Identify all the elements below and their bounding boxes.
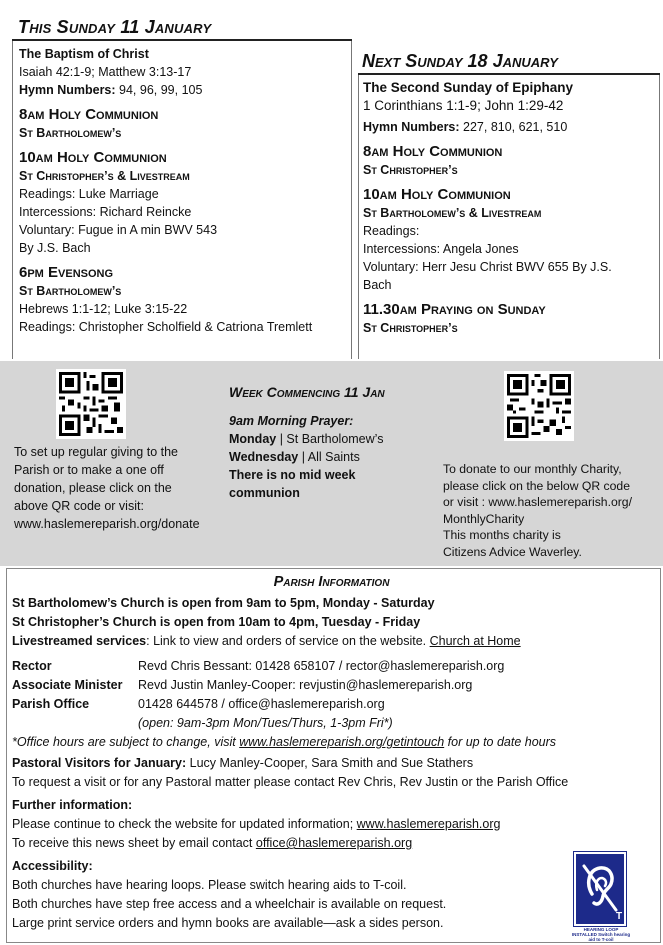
next-sunday-panel [358, 75, 660, 359]
further-info-label: Further information [12, 798, 128, 812]
charity-link-cont[interactable]: MonthlyCharity [443, 511, 525, 526]
office-email-link[interactable]: office@haslemereparish.org [255, 836, 413, 850]
church-at-home-link[interactable]: Church at Home [429, 634, 521, 648]
charity-line: To donate to our monthly Charity, [443, 462, 622, 476]
morning-prayer-label: 9am Morning Prayer: [229, 414, 354, 428]
further-info-text [12, 815, 652, 834]
associate-minister-label: Associate Minister [12, 678, 123, 692]
further-info-heading: Further information: [12, 798, 133, 812]
giving-line: To set up regular giving to the [14, 445, 178, 459]
rector-row [12, 657, 652, 676]
monday-place: | St Bartholomew’s [276, 432, 384, 446]
newsletter-prefix: To receive this news sheet by email contact [12, 836, 256, 850]
qr-code-icon [507, 374, 571, 438]
this-occasion: The Baptism of Christ [19, 47, 149, 61]
service-place: St Bartholomew’s & Livestream [363, 206, 542, 220]
charity-line: please click on the below QR code [443, 478, 630, 493]
office-note-text: *Office hours are subject to change, visit [12, 735, 240, 749]
pastoral-visitors [12, 754, 652, 773]
service-title: 6pm Evensong [19, 264, 114, 281]
giving-line: Parish or to make a one off [14, 463, 164, 477]
this-readings: Isaiah 42:1-9; Matthew 3:13-17 [19, 65, 192, 79]
parish-office-row [12, 695, 652, 714]
accessibility-heading: Accessibility: [12, 859, 93, 873]
accessibility-label: Accessibility [12, 859, 89, 873]
wednesday-day: Wednesday [229, 450, 299, 464]
rector-label: Rector [12, 659, 52, 673]
this-service-2 [19, 148, 345, 257]
open-christophers: St Christopher’s Church is open from 10am to 4pm, Tuesday - Friday [12, 615, 421, 629]
service-place: St Christopher’s [363, 163, 458, 177]
service-line: Voluntary: Herr Jesu Christ BWV 655 By J.S. [363, 260, 612, 274]
hearing-loop-icon [576, 854, 624, 924]
service-line: Bach [363, 278, 392, 292]
service-title: 8am Holy Communion [19, 106, 159, 123]
service-title: 10am Holy Communion [363, 186, 511, 203]
this-sunday-heading: This Sunday 11 January [18, 17, 212, 37]
charity-line: This months charity is [443, 528, 561, 542]
donate-qr-code[interactable] [56, 369, 126, 439]
giving-line: donation, please click on the [14, 481, 172, 495]
office-hours-row [12, 714, 652, 733]
office-note [12, 733, 652, 752]
parish-office-label: Parish Office [12, 697, 90, 711]
service-line: Readings: Luke Marriage [19, 187, 159, 201]
t-coil-symbol: T [616, 911, 623, 922]
getintouch-link[interactable]: www.haslemereparish.org/getintouch [239, 735, 445, 749]
open-bartholomews: St Bartholomew’s Church is open from 9am to 5pm, Monday - Saturday [12, 596, 435, 610]
week-commencing-panel [229, 384, 439, 502]
charity-qr-code[interactable] [504, 371, 574, 441]
wednesday-prayer [229, 448, 439, 466]
service-line: Readings: Christopher Scholfield & Catriona Tremlett [19, 320, 313, 334]
service-line: Readings: [363, 224, 420, 238]
giving-line: above QR code or visit: [14, 499, 144, 513]
service-line: Voluntary: Fugue in A min BWV 543 [19, 223, 218, 237]
pastoral-request: To request a visit or for any Pastoral matter please contact Rev Chris, Rev Justin or the Parish Office [12, 775, 569, 789]
parish-info-body [12, 594, 652, 933]
service-line: Hebrews 1:1-12; Luke 3:15-22 [19, 302, 188, 316]
livestream-info [12, 632, 652, 651]
next-service-1 [363, 142, 655, 179]
this-sunday-panel [12, 41, 352, 359]
service-title: 8am Holy Communion [363, 143, 503, 160]
office-hours: (open: 9am-3pm Mon/Tues/Thurs, 1-3pm Fri*) [138, 716, 393, 730]
week-title: Week Commencing 11 Jan [229, 384, 385, 400]
donate-link[interactable]: www.haslemereparish.org/donate [14, 517, 200, 531]
next-occasion: The Second Sunday of Epiphany [363, 80, 574, 95]
next-service-3 [363, 300, 655, 337]
next-readings: 1 Corinthians 1:1-9; John 1:29-42 [363, 98, 564, 113]
parish-info-title: Parish Information [273, 574, 390, 590]
accessibility-line: Both churches have step free access and a wheelchair is available on request. [12, 897, 447, 911]
website-link[interactable]: www.haslemereparish.org [356, 817, 501, 831]
service-line: Intercessions: Richard Reincke [19, 205, 192, 219]
this-hymns-value: 94, 96, 99, 105 [115, 83, 203, 97]
this-hymns-label: Hymn Numbers: [19, 83, 116, 97]
qr-code-icon [59, 372, 123, 436]
next-sunday-heading: Next Sunday 18 January [362, 51, 558, 71]
office-note-end: for up to date hours [444, 735, 557, 749]
associate-minister-contact: Revd Justin Manley-Cooper: revjustin@haslemereparish.org [138, 678, 473, 692]
service-title: 10am Holy Communion [19, 149, 167, 166]
charity-line: Citizens Advice Waverley. [443, 544, 582, 559]
associate-minister-row [12, 676, 652, 695]
midweek-note: There is no mid week [229, 468, 356, 482]
this-service-1 [19, 105, 345, 142]
service-place: St Bartholomew’s [19, 284, 122, 298]
monday-prayer [229, 430, 439, 448]
wednesday-place: | All Saints [298, 450, 360, 464]
midweek-note-2: communion [229, 486, 300, 500]
charity-link[interactable]: or visit : www.haslemereparish.org/ [443, 495, 632, 509]
charity-instructions [443, 461, 663, 560]
this-hymns [19, 81, 345, 99]
accessibility-line: Large print service orders and hymn books are available—ask a sides person. [12, 916, 444, 930]
accessibility-line: Both churches have hearing loops. Please switch hearing aids to T-coil. [12, 878, 407, 892]
hearing-loop-caption: HEARING LOOP INSTALLED Switch hearing aid to T-coil [571, 927, 631, 942]
service-line: Intercessions: Angela Jones [363, 242, 519, 256]
service-title: 11.30am Praying on Sunday [363, 301, 546, 318]
service-place: St Bartholomew’s [19, 126, 122, 140]
pastoral-names: Lucy Manley-Cooper, Sara Smith and Sue Stathers [186, 756, 474, 770]
monday-day: Monday [229, 432, 277, 446]
next-hymns [363, 118, 655, 136]
further-info-prefix: Please continue to check the website for updated information; [12, 817, 357, 831]
newsletter-email [12, 834, 652, 853]
livestream-text: : Link to view and orders of service on the website. [146, 634, 430, 648]
next-hymns-value: 227, 810, 621, 510 [459, 120, 568, 134]
this-service-3 [19, 263, 345, 336]
parish-office-contact: 01428 644578 / office@haslemereparish.org [138, 697, 385, 711]
next-hymns-label: Hymn Numbers: [363, 120, 460, 134]
hearing-loop-sign [574, 852, 626, 926]
service-place: St Christopher’s & Livestream [19, 169, 190, 183]
rector-contact: Revd Chris Bessant: 01428 658107 / rector@haslemereparish.org [138, 659, 505, 673]
giving-instructions [14, 443, 224, 533]
pastoral-label: Pastoral Visitors for January: [12, 756, 187, 770]
service-line: By J.S. Bach [19, 241, 91, 255]
livestream-label: Livestreamed services [12, 634, 147, 648]
next-service-2 [363, 185, 655, 294]
service-place: St Christopher’s [363, 321, 458, 335]
